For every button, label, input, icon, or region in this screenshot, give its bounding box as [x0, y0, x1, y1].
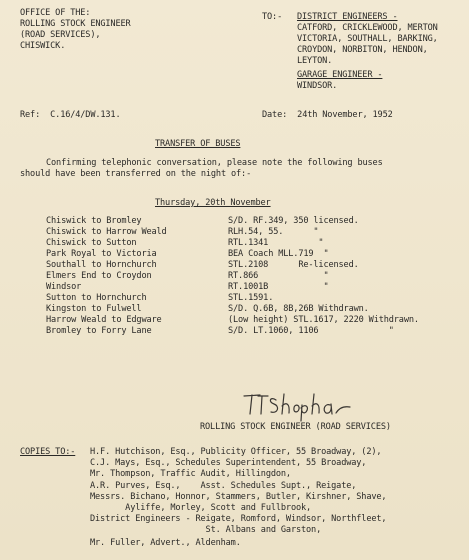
transfer-route: Bromley to Forry Lane	[46, 326, 152, 336]
copies-line: Ayliffe, Morley, Scott and Fullbrook,	[90, 503, 312, 513]
copies-line: C.J. Mays, Esq., Schedules Superintendent, 55 Broadway,	[90, 458, 367, 468]
date: Date: 24th November, 1952	[262, 110, 393, 120]
to-line-1: DISTRICT ENGINEERS -	[297, 12, 398, 22]
intro-line-1: Confirming telephonic conversation, please note the following buses	[46, 158, 383, 168]
transfer-detail: S/D. LT.1060, 1106 "	[228, 326, 394, 336]
transfer-detail: (Low height) STL.1617, 2220 Withdrawn.	[228, 315, 419, 325]
transfer-route: Harrow Weald to Edgware	[46, 315, 162, 325]
transfer-route: Elmers End to Croydon	[46, 271, 152, 281]
document-title: TRANSFER OF BUSES	[155, 139, 241, 149]
transfer-detail: STL.1591.	[228, 293, 274, 303]
transfer-detail: S/D. Q.6B, 8B,26B Withdrawn.	[228, 304, 369, 314]
transfer-detail: RTL.1341 "	[228, 238, 324, 248]
copies-line: Mr. Fuller, Advert., Aldenham.	[90, 538, 241, 548]
garage-line-2: WINDSOR.	[297, 81, 338, 91]
copies-line: Mr. Thompson, Traffic Audit, Hillingdon,	[90, 469, 291, 479]
copies-line: A.R. Purves, Esq., Asst. Schedules Supt., Reigate,	[90, 481, 357, 491]
to-line-5: LEYTON.	[297, 56, 333, 66]
transfer-route: Southall to Hornchurch	[46, 260, 157, 270]
transfer-route: Windsor	[46, 282, 82, 292]
handwritten-signature	[240, 388, 355, 424]
transfer-detail: RT.866 "	[228, 271, 329, 281]
to-label: TO:-	[262, 12, 283, 22]
signature-label: ROLLING STOCK ENGINEER (ROAD SERVICES)	[200, 422, 391, 432]
transfer-detail: S/D. RF.349, 350 licensed.	[228, 216, 359, 226]
transfer-route: Chiswick to Bromley	[46, 216, 142, 226]
copies-line: H.F. Hutchison, Esq., Publicity Officer, 55 Broadway, (2),	[90, 447, 382, 457]
transfer-detail: STL.2108 Re-licensed.	[228, 260, 359, 270]
intro-line-2: should have been transferred on the night of:-	[20, 169, 252, 179]
garage-line-1: GARAGE ENGINEER -	[297, 70, 383, 80]
transfer-route: Kingston to Fulwell	[46, 304, 142, 314]
copies-label: COPIES TO:-	[20, 447, 76, 457]
copies-line: District Engineers - Reigate, Romford, Windsor, Northfleet,	[90, 514, 387, 524]
transfer-detail: BEA Coach MLL.719 "	[228, 249, 329, 259]
copies-line: Messrs. Bichano, Honnor, Stammers, Butler, Kirshner, Shave,	[90, 492, 387, 502]
reference: Ref: C.16/4/DW.131.	[20, 110, 121, 120]
from-line-3: (ROAD SERVICES),	[20, 30, 101, 40]
from-line-1: OFFICE OF THE:	[20, 8, 91, 18]
day-heading: Thursday, 20th November	[155, 198, 271, 208]
to-line-2: CATFORD, CRICKLEWOOD, MERTON	[297, 23, 438, 33]
transfer-route: Chiswick to Harrow Weald	[46, 227, 167, 237]
to-line-4: CROYDON, NORBITON, HENDON,	[297, 45, 428, 55]
from-line-4: CHISWICK.	[20, 41, 66, 51]
transfer-detail: RLH.54, 55. "	[228, 227, 319, 237]
transfer-route: Sutton to Hornchurch	[46, 293, 147, 303]
to-line-3: VICTORIA, SOUTHALL, BARKING,	[297, 34, 438, 44]
transfer-route: Chiswick to Sutton	[46, 238, 137, 248]
from-line-2: ROLLING STOCK ENGINEER	[20, 19, 131, 29]
transfer-route: Park Royal to Victoria	[46, 249, 157, 259]
transfer-detail: RT.1001B "	[228, 282, 329, 292]
copies-line: St. Albans and Garston,	[90, 525, 322, 535]
